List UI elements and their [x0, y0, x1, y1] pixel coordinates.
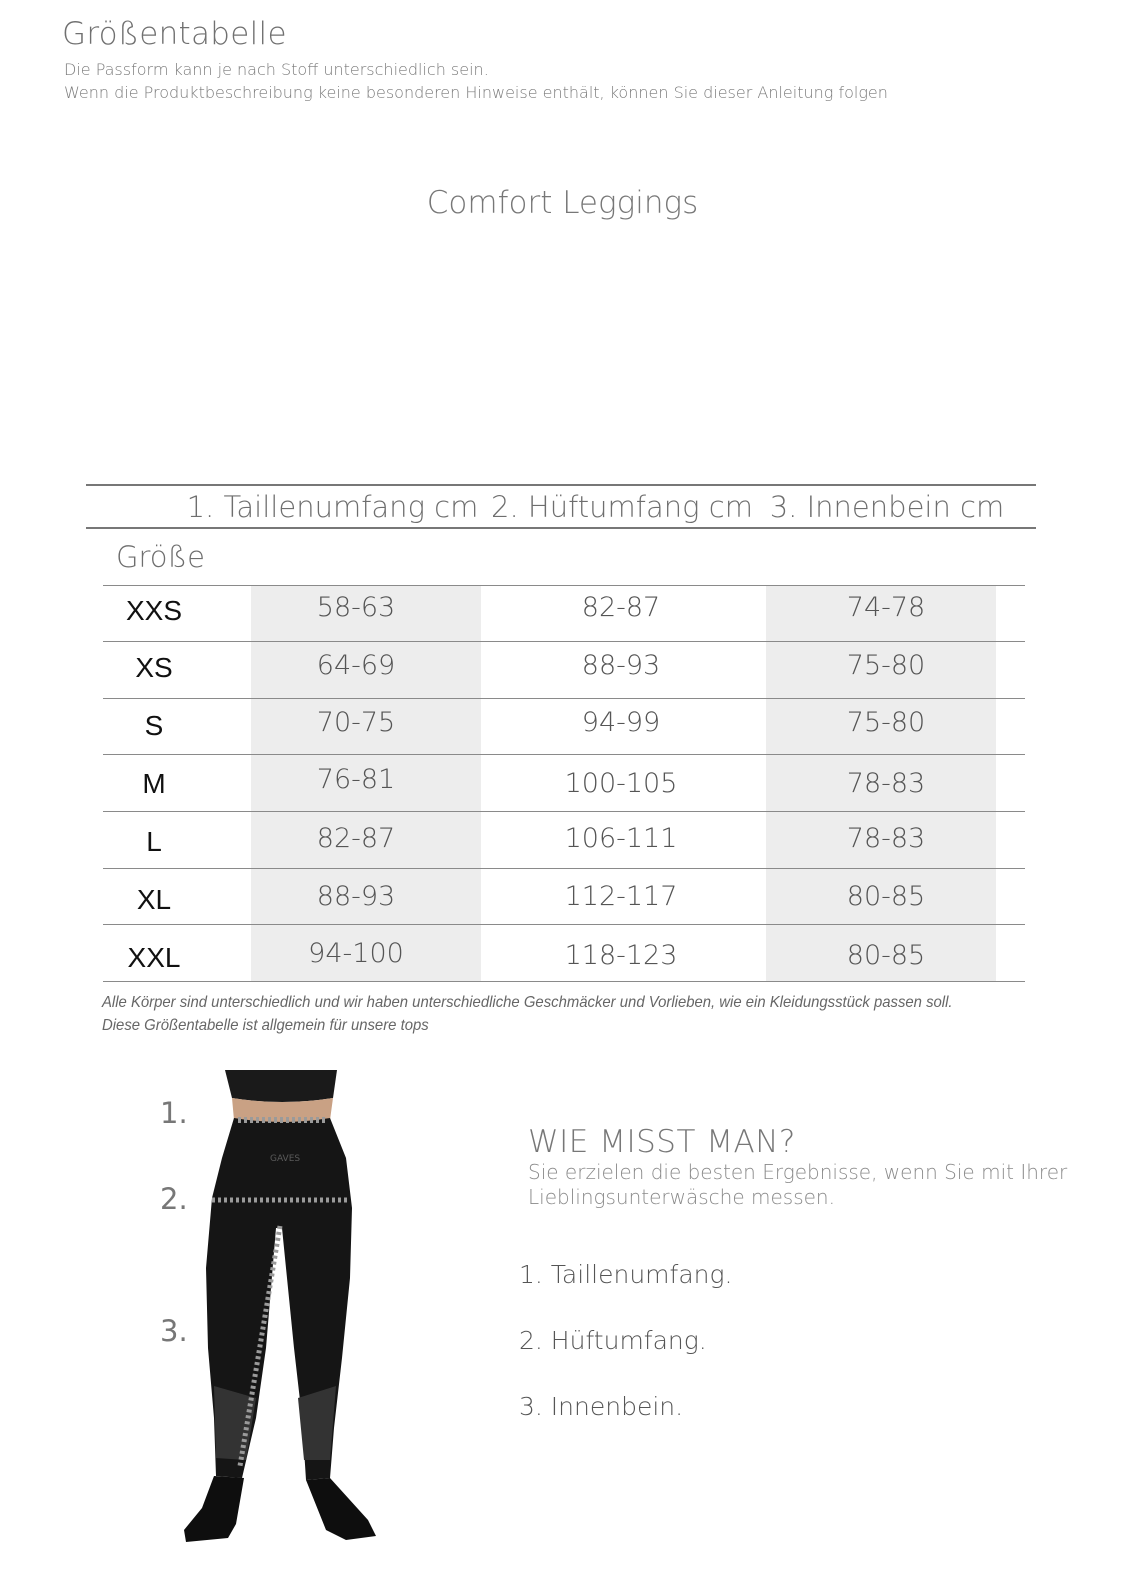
hip-cell: 118-123 [564, 940, 678, 971]
inseam-cell: 80-85 [846, 940, 926, 971]
step-inseam: 3. Innenbein. [519, 1392, 684, 1421]
header-bottom-rule [86, 527, 1036, 529]
hip-cell: 82-87 [581, 592, 661, 623]
sports-bra-shape [225, 1070, 337, 1102]
howto-subtitle-line: Lieblingsunterwäsche messen. [528, 1185, 835, 1209]
hip-marker-label: 2. [160, 1182, 188, 1216]
size-cell: XL [136, 884, 172, 915]
waist-cell: 82-87 [316, 823, 396, 854]
left-shoe-shape [184, 1476, 244, 1542]
waist-cell: 76-81 [316, 764, 396, 795]
disclaimer-line: Diese Größentabelle ist allgemein für unsere tops [102, 1017, 429, 1034]
size-cell: XXL [127, 942, 181, 973]
waist-cell: 88-93 [316, 881, 396, 912]
row-divider [103, 754, 1025, 755]
product-name: Comfort Leggings [426, 185, 699, 221]
inseam-cell: 78-83 [846, 823, 926, 854]
fit-note: Die Passform kann je nach Stoff unterschiedlich sein. [64, 60, 489, 79]
mesh-panel-right [298, 1386, 336, 1460]
guide-note: Wenn die Produktbeschreibung keine besonderen Hinweise enthält, können Sie dieser Anleitung folgen [64, 83, 888, 102]
disclaimer-line: Alle Körper sind unterschiedlich und wir haben unterschiedliche Geschmäcker und Vorlieben, wie ein Kleidungsstück passen soll. [102, 994, 953, 1011]
size-column-label: Größe [116, 540, 205, 574]
waist-marker-label: 1. [160, 1096, 188, 1130]
leggings-figure [170, 1068, 410, 1550]
right-shoe-shape [306, 1478, 376, 1540]
size-cell: M [142, 768, 166, 799]
waist-cell: 64-69 [316, 650, 396, 681]
howto-subtitle-line: Sie erzielen die besten Ergebnisse, wenn Sie mit Ihrer [528, 1160, 1068, 1184]
waist-cell: 58-63 [316, 592, 396, 623]
howto-title: WIE MISST MAN? [528, 1124, 796, 1160]
hip-cell: 112-117 [564, 881, 678, 912]
hip-cell: 94-99 [581, 707, 661, 738]
page-title: Größentabelle [62, 16, 287, 52]
brand-mark: GAVES [270, 1154, 301, 1164]
waist-cell: 70-75 [316, 707, 396, 738]
size-cell: L [146, 826, 162, 857]
table-top-rule [86, 484, 1036, 486]
hip-cell: 106-111 [564, 823, 678, 854]
size-cell: S [144, 710, 164, 741]
waist-cell: 94-100 [308, 938, 404, 969]
inseam-cell: 80-85 [846, 881, 926, 912]
step-hip: 2. Hüftumfang. [519, 1326, 707, 1355]
column-header-inseam: 3. Innenbein cm [769, 490, 1005, 524]
column-header-hip: 2. Hüftumfang cm [491, 490, 753, 524]
size-cell: XXS [125, 595, 183, 626]
hip-cell: 88-93 [581, 650, 661, 681]
inseam-cell: 75-80 [846, 707, 926, 738]
inseam-cell: 75-80 [846, 650, 926, 681]
column-header-waist: 1. Taillenumfang cm [186, 490, 479, 524]
inseam-marker-label: 3. [160, 1314, 188, 1348]
inseam-cell: 74-78 [846, 592, 926, 623]
hip-cell: 100-105 [564, 768, 678, 799]
size-cell: XS [135, 652, 173, 683]
inseam-cell: 78-83 [846, 768, 926, 799]
step-waist: 1. Taillenumfang. [519, 1260, 733, 1289]
